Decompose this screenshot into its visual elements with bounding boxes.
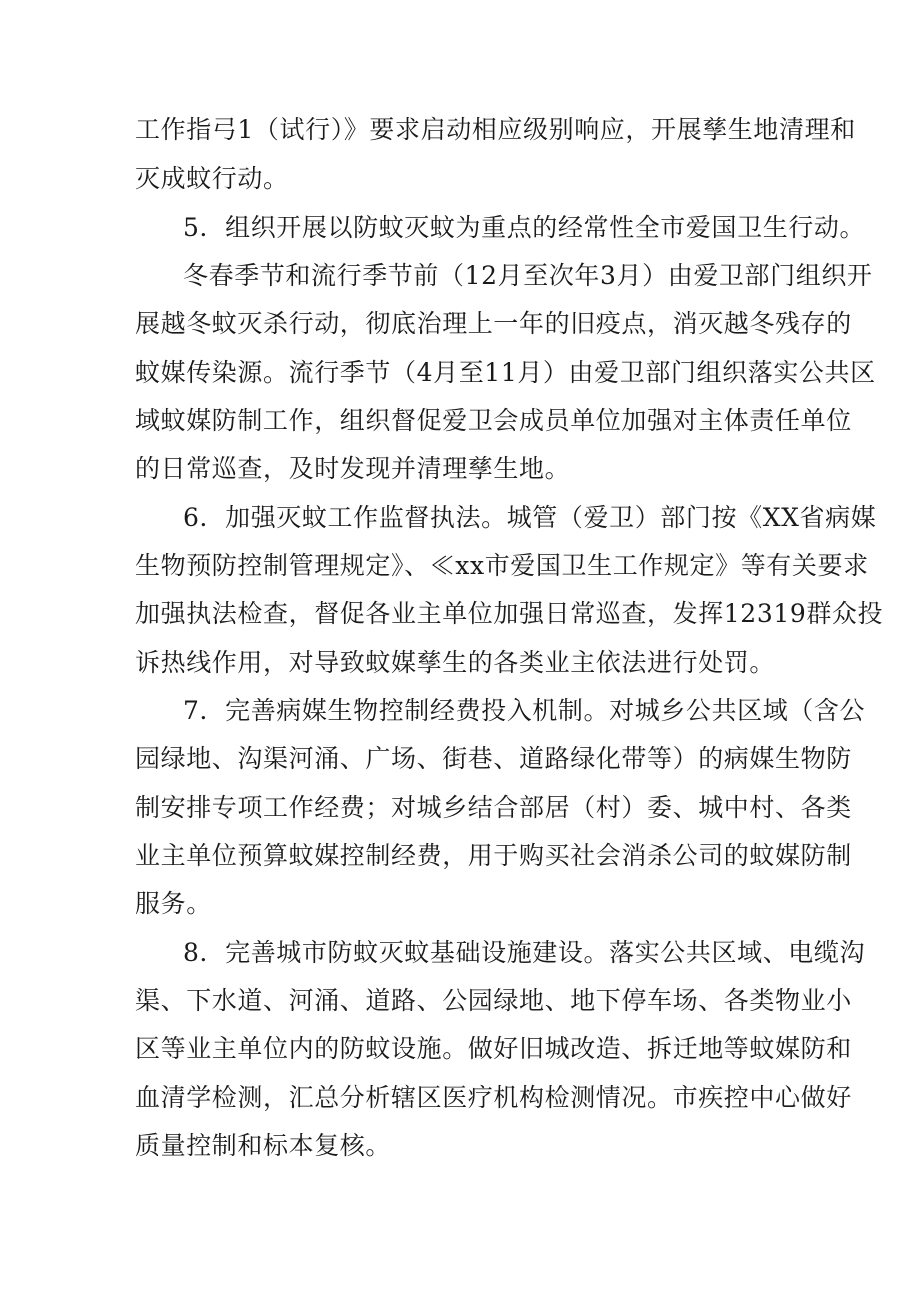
section-5-heading: 5．组织开展以防蚊灭蚊为重点的经常性全市爱国卫生行动。 xyxy=(183,213,866,242)
text-line-10: 生物预防控制管理规定》、≪xx市爱国卫生工作规定》等有关要求 xyxy=(135,551,869,580)
text-line-17: 服务。 xyxy=(135,889,212,918)
text-line-20: 区等业主单位内的防蚊设施。做好旧城改造、拆迁地等蚊媒防和 xyxy=(135,1034,852,1063)
text-line-4: 冬春季节和流行季节前（12月至次年3月）由爱卫部门组织开 xyxy=(183,261,873,290)
text-line-14: 园绿地、沟渠河涌、广场、街巷、道路绿化带等）的病媒生物防 xyxy=(135,744,852,773)
text-line-1: 工作指弓1（试行）》要求启动相应级别响应，开展孳生地清理和 xyxy=(135,115,856,144)
section-6-heading: 6．加强灭蚊工作监督执法。城管（爱卫）部门按《XX省病媒 xyxy=(183,503,877,532)
text-line-12: 诉热线作用，对导致蚊媒孳生的各类业主依法进行处罚。 xyxy=(135,648,776,677)
text-line-5: 展越冬蚊灭杀行动，彻底治理上一年的旧疫点，消灭越冬残存的 xyxy=(135,309,852,338)
text-line-2: 灭成蚊行动。 xyxy=(135,164,289,193)
text-line-15: 制安排专项工作经费；对城乡结合部居（村）委、城中村、各类 xyxy=(135,793,852,822)
text-line-19: 渠、下水道、河涌、道路、公园绿地、地下停车场、各类物业小 xyxy=(135,986,852,1015)
text-line-6: 蚊媒传染源。流行季节（4月至11月）由爱卫部门组织落实公共区 xyxy=(135,358,876,387)
text-line-7: 域蚊媒防制工作，组织督促爱卫会成员单位加强对主体责任单位 xyxy=(135,406,852,435)
text-line-22: 质量控制和标本复核。 xyxy=(135,1131,392,1160)
text-line-11: 加强执法检查，督促各业主单位加强日常巡查，发挥12319群众投 xyxy=(135,599,884,628)
text-line-16: 业主单位预算蚊媒控制经费，用于购买社会消杀公司的蚊媒防制 xyxy=(135,841,852,870)
section-8-heading: 8．完善城市防蚊灭蚊基础设施建设。落实公共区域、电缆沟 xyxy=(183,938,866,967)
section-7-heading: 7．完善病媒生物控制经费投入机制。对城乡公共区域（含公 xyxy=(183,696,866,725)
text-line-8: 的日常巡查，及时发现并清理孳生地。 xyxy=(135,454,571,483)
text-line-21: 血清学检测，汇总分析辖区医疗机构检测情况。市疾控中心做好 xyxy=(135,1083,852,1112)
